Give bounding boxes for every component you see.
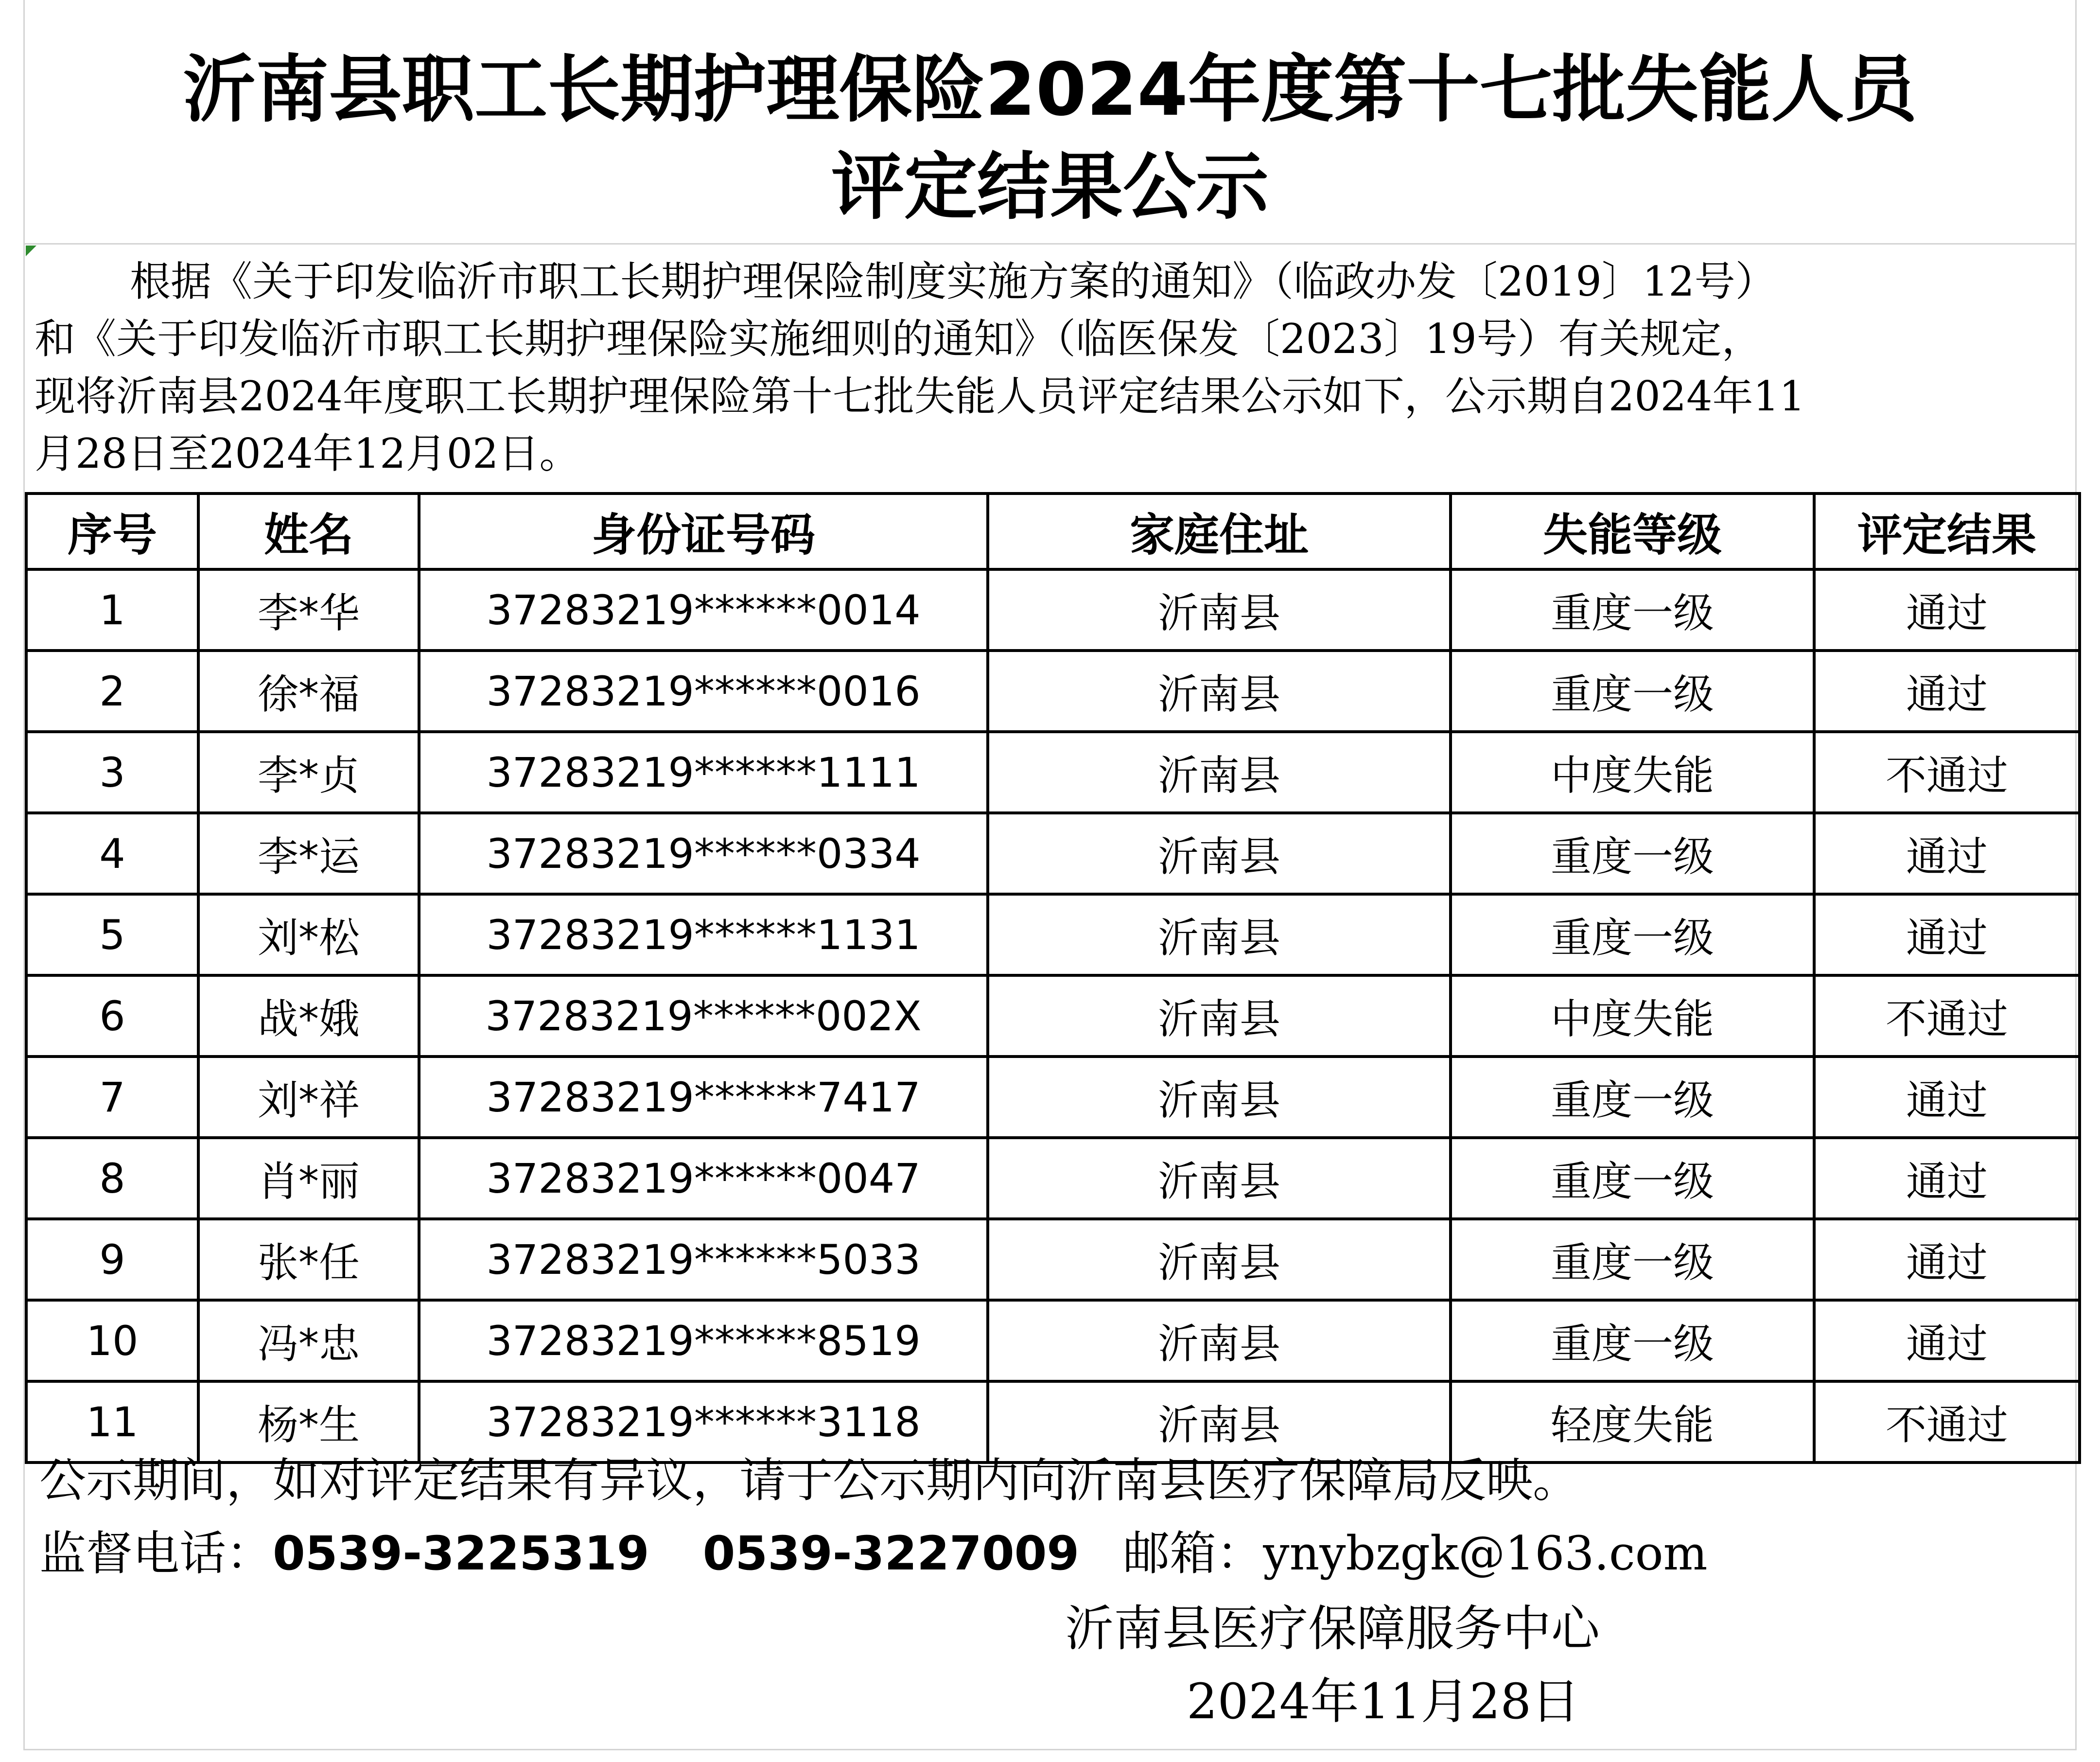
cell-name: 战*娥 [198,975,419,1057]
cell-index: 10 [26,1300,198,1381]
email-address: ynybzgk@163.com [1263,1526,1708,1581]
cell-index: 5 [26,894,198,975]
cell-name: 李*华 [198,569,419,651]
cell-name: 刘*松 [198,894,419,975]
cell-address: 沂南县 [988,1381,1451,1462]
issue-date: 2024年11月28日 [1187,1673,1580,1730]
cell-id-number: 37283219******0334 [419,813,988,894]
cell-result: 不通过 [1814,1381,2080,1462]
email-label: 邮箱： [1123,1526,1263,1581]
table-row [26,569,2080,651]
objection-note: 公示期间，如对评定结果有异议，请于公示期内向沂南县医疗保障局反映。 [39,1453,1579,1508]
cell-name: 李*运 [198,813,419,894]
notice-sheet [23,0,2077,1750]
cell-index: 7 [26,1057,198,1138]
cell-name: 冯*忠 [198,1300,419,1381]
table-row [26,651,2080,732]
cell-id-number: 37283219******5033 [419,1219,988,1300]
page-title-line-1: 沂南县职工长期护理保险2024年度第十七批失能人员 [183,48,1917,132]
cell-name: 李*贞 [198,732,419,813]
cell-result: 通过 [1814,1057,2080,1138]
table-row [26,813,2080,894]
issuing-organization: 沂南县医疗保障服务中心 [1065,1600,1600,1657]
cell-name: 张*任 [198,1219,419,1300]
cell-address: 沂南县 [988,894,1451,975]
cell-index: 1 [26,569,198,651]
header-id-number: 身份证号码 [419,493,988,569]
cell-name: 杨*生 [198,1381,419,1462]
table-row [26,1300,2080,1381]
cell-name: 徐*福 [198,651,419,732]
intro-paragraph [35,253,2076,482]
header-result: 评定结果 [1814,493,2080,569]
cell-address: 沂南县 [988,1219,1451,1300]
cell-id-number: 37283219******1131 [419,894,988,975]
cell-disability-level: 重度一级 [1451,651,1814,732]
cell-id-number: 37283219******0016 [419,651,988,732]
cell-disability-level: 重度一级 [1451,813,1814,894]
cell-name: 肖*丽 [198,1138,419,1219]
table-row [26,1138,2080,1219]
cell-id-number: 37283219******3118 [419,1381,988,1462]
cell-index: 4 [26,813,198,894]
cell-address: 沂南县 [988,651,1451,732]
cell-address: 沂南县 [988,569,1451,651]
cell-result: 通过 [1814,1300,2080,1381]
cell-disability-level: 中度失能 [1451,732,1814,813]
cell-disability-level: 重度一级 [1451,1138,1814,1219]
cell-index: 2 [26,651,198,732]
table-row [26,894,2080,975]
table-row [26,732,2080,813]
cell-result: 通过 [1814,1138,2080,1219]
table-row [26,1219,2080,1300]
cell-id-number: 37283219******8519 [419,1300,988,1381]
intro-line: 根据《关于印发临沂市职工长期护理保险制度实施方案的通知》（临政办发〔2019〕12号） [130,258,1776,305]
intro-line: 月28日至2024年12月02日。 [35,430,580,477]
cell-id-number: 37283219******1111 [419,732,988,813]
phone-number-1: 0539-3225319 [273,1526,649,1581]
cell-index: 11 [26,1381,198,1462]
notes-section [39,1444,2071,1590]
table-header-row [26,493,2080,569]
cell-result: 通过 [1814,651,2080,732]
title-box [25,0,2075,245]
cell-id-number: 37283219******7417 [419,1057,988,1138]
header-disability-level: 失能等级 [1451,493,1814,569]
cell-result: 通过 [1814,569,2080,651]
cell-result: 通过 [1814,813,2080,894]
cell-disability-level: 重度一级 [1451,1219,1814,1300]
header-address: 家庭住址 [988,493,1451,569]
table-row [26,975,2080,1057]
header-name: 姓名 [198,493,419,569]
intro-line: 和《关于印发临沂市职工长期护理保险实施细则的通知》（临医保发〔2023〕19号）有关规定， [35,315,1763,363]
cell-index: 8 [26,1138,198,1219]
cell-result: 通过 [1814,894,2080,975]
cell-address: 沂南县 [988,813,1451,894]
cell-result: 通过 [1814,1219,2080,1300]
cell-index: 6 [26,975,198,1057]
phone-label: 监督电话： [39,1526,273,1581]
cell-result: 不通过 [1814,732,2080,813]
cell-disability-level: 重度一级 [1451,894,1814,975]
intro-line: 现将沂南县2024年度职工长期护理保险第十七批失能人员评定结果公示如下，公示期自2024年11 [35,372,1805,420]
cell-address: 沂南县 [988,975,1451,1057]
cell-disability-level: 重度一级 [1451,1300,1814,1381]
cell-id-number: 37283219******0014 [419,569,988,651]
result-table [25,492,2081,1464]
cell-id-number: 37283219******002X [419,975,988,1057]
cell-disability-level: 轻度失能 [1451,1381,1814,1462]
cell-disability-level: 重度一级 [1451,569,1814,651]
cell-index: 9 [26,1219,198,1300]
phone-number-2: 0539-3227009 [702,1526,1080,1581]
cell-address: 沂南县 [988,1300,1451,1381]
cell-address: 沂南县 [988,732,1451,813]
cell-index: 3 [26,732,198,813]
cell-disability-level: 中度失能 [1451,975,1814,1057]
contact-line [39,1517,2071,1590]
table-body [26,569,2080,1462]
cell-result: 不通过 [1814,975,2080,1057]
table-row [26,1057,2080,1138]
header-index: 序号 [26,493,198,569]
cell-address: 沂南县 [988,1057,1451,1138]
cell-disability-level: 重度一级 [1451,1057,1814,1138]
page-title-line-2: 评定结果公示 [831,145,1269,229]
cell-id-number: 37283219******0047 [419,1138,988,1219]
cell-address: 沂南县 [988,1138,1451,1219]
cell-name: 刘*祥 [198,1057,419,1138]
